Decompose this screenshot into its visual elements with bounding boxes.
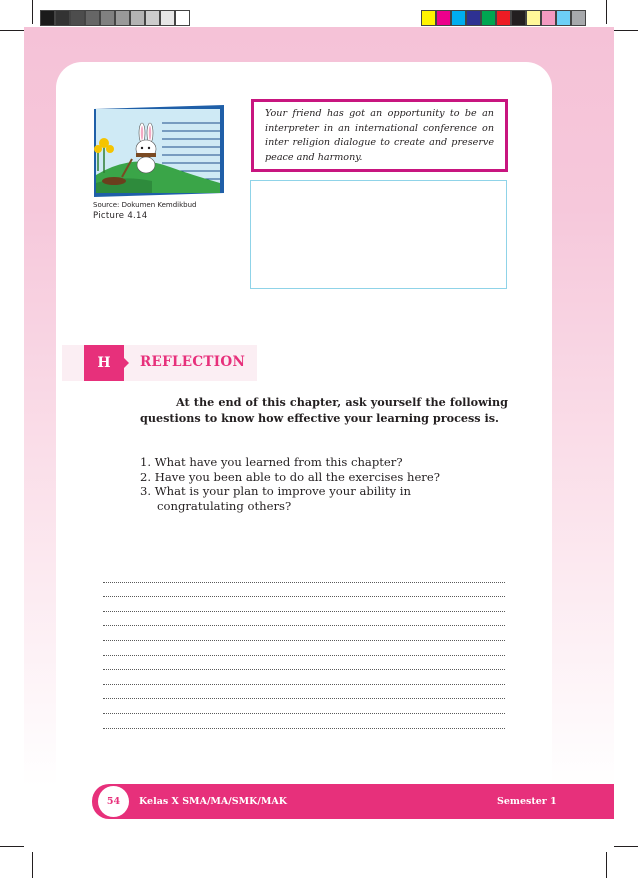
- registration-swatch: [145, 10, 160, 26]
- writing-line[interactable]: [103, 641, 505, 656]
- rabbit-planting-card-illustration: [92, 105, 224, 197]
- reflection-questions: [140, 455, 470, 513]
- registration-swatch: [130, 10, 145, 26]
- grayscale-registration-bar: [40, 10, 190, 26]
- writing-lines: [103, 568, 505, 729]
- writing-line[interactable]: [103, 670, 505, 685]
- color-registration-bar: [421, 10, 586, 26]
- section-letter-badge: [84, 345, 124, 381]
- registration-swatch: [40, 10, 55, 26]
- registration-swatch: [511, 10, 526, 26]
- registration-swatch: [115, 10, 130, 26]
- registration-swatch: [541, 10, 556, 26]
- crop-mark: [0, 846, 24, 847]
- registration-swatch: [481, 10, 496, 26]
- footer-semester: Semester 1: [497, 796, 557, 807]
- section-intro: At the end of this chapter, ask yourself the following questions to know how effective your learning process is.: [140, 395, 508, 425]
- footer-book-title: Kelas X SMA/MA/SMK/MAK: [139, 796, 288, 807]
- registration-swatch: [436, 10, 451, 26]
- answer-box[interactable]: [250, 180, 507, 289]
- registration-swatch: [160, 10, 175, 26]
- picture-caption: Picture 4.14: [93, 211, 148, 221]
- crop-mark: [0, 30, 24, 31]
- situation-prompt-box: [251, 99, 508, 172]
- registration-swatch: [421, 10, 436, 26]
- question-item: 3. What is your plan to improve your ability in congratulating others?: [140, 484, 411, 513]
- writing-line[interactable]: [103, 568, 505, 583]
- registration-swatch: [451, 10, 466, 26]
- registration-swatch: [70, 10, 85, 26]
- registration-swatch: [175, 10, 190, 26]
- crop-mark: [32, 0, 33, 24]
- crop-mark: [614, 846, 638, 847]
- writing-line[interactable]: [103, 714, 505, 729]
- writing-line[interactable]: [103, 583, 505, 598]
- situation-prompt-text: Your friend has got an opportunity to be an interpreter in an international conference on inter religion dialogue to create and preserve peace and harmony.: [265, 108, 494, 163]
- crop-mark: [606, 852, 607, 878]
- page-number: 54: [106, 796, 121, 807]
- writing-line[interactable]: [103, 699, 505, 714]
- writing-line[interactable]: [103, 685, 505, 700]
- registration-swatch: [526, 10, 541, 26]
- picture-source: Source: Dokumen Kemdikbud: [93, 201, 197, 209]
- question-item: 2. Have you been able to do all the exercises here?: [140, 469, 440, 484]
- section-title: REFLECTION: [140, 354, 246, 370]
- section-arrow-icon: [124, 358, 129, 368]
- registration-swatch: [85, 10, 100, 26]
- writing-line[interactable]: [103, 656, 505, 671]
- registration-swatch: [556, 10, 571, 26]
- crop-mark: [32, 852, 33, 878]
- writing-line[interactable]: [103, 612, 505, 627]
- writing-line[interactable]: [103, 626, 505, 641]
- crop-mark: [614, 30, 638, 31]
- question-item: 1. What have you learned from this chapter?: [140, 455, 403, 469]
- page-number-badge: [98, 786, 129, 817]
- registration-swatch: [571, 10, 586, 26]
- registration-swatch: [466, 10, 481, 26]
- registration-swatch: [496, 10, 511, 26]
- section-letter: H: [97, 355, 111, 371]
- writing-line[interactable]: [103, 597, 505, 612]
- registration-swatch: [55, 10, 70, 26]
- crop-mark: [606, 0, 607, 24]
- registration-swatch: [100, 10, 115, 26]
